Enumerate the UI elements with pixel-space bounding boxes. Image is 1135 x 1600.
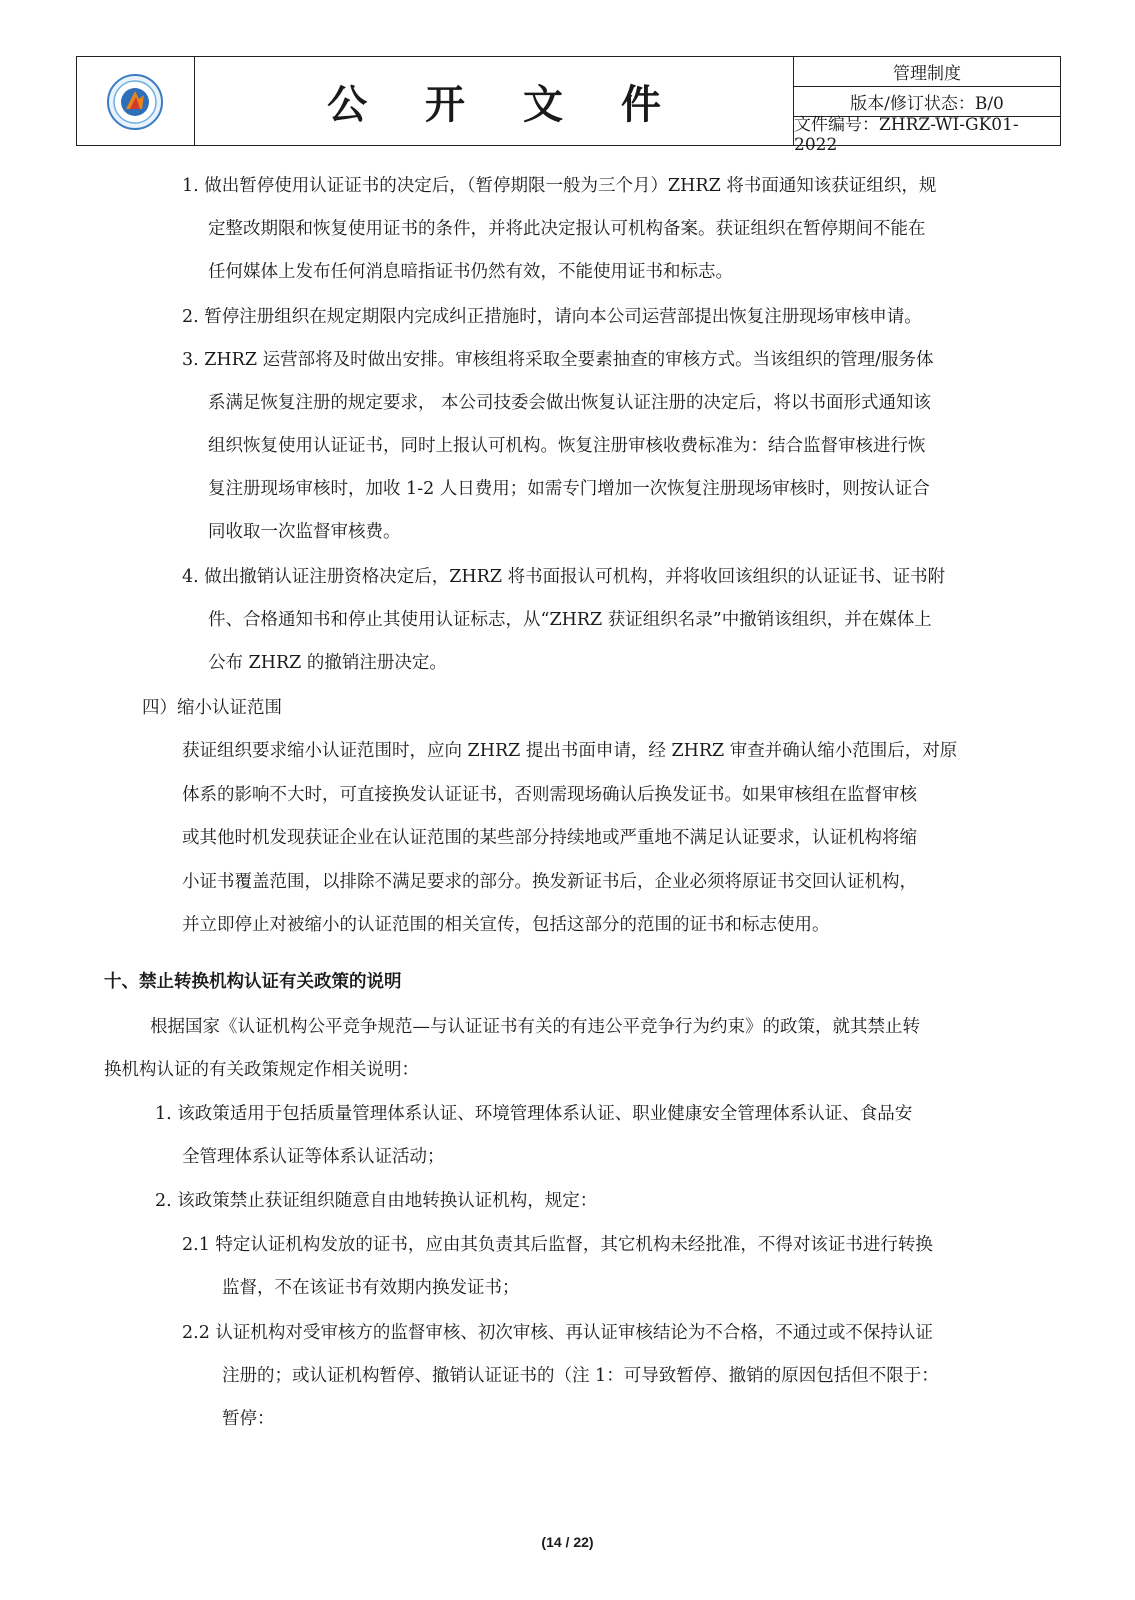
page-number: (14 / 22) bbox=[541, 1534, 594, 1550]
document-header bbox=[76, 56, 1061, 155]
body-line: 暂停： bbox=[222, 1409, 275, 1429]
body-line: 2.2 认证机构对受审核方的监督审核、初次审核、再认证审核结论为不合格，不通过或不保持认证 bbox=[182, 1323, 933, 1343]
logo-cell bbox=[77, 57, 195, 145]
body-line: 监督，不在该证书有效期内换发证书； bbox=[222, 1278, 520, 1298]
body-line: 注册的；或认证机构暂停、撤销认证证书的（注 1：可导致暂停、撤销的原因包括但不限于： bbox=[222, 1366, 939, 1386]
doc-version: 版本/修订状态：B/0 bbox=[794, 87, 1060, 117]
section-heading: 四）缩小认证范围 bbox=[142, 698, 282, 718]
body-line: 1. 做出暂停使用认证证书的决定后，（暂停期限一般为三个月）ZHRZ 将书面通知该获证组织，规 bbox=[182, 176, 937, 196]
title-cell bbox=[195, 57, 794, 145]
body-line: 同收取一次监督审核费。 bbox=[208, 522, 401, 542]
chapter-heading: 十、禁止转换机构认证有关政策的说明 bbox=[104, 972, 402, 992]
document-title: 公 开 文 件 bbox=[327, 81, 683, 128]
body-line: 2. 该政策禁止获证组织随意自由地转换认证机构，规定： bbox=[155, 1191, 598, 1211]
body-line: 或其他时机发现获证企业在认证范围的某些部分持续地或严重地不满足认证要求，认证机构将缩 bbox=[182, 828, 917, 848]
doc-category: 管理制度 bbox=[794, 57, 1060, 87]
body-line: 1. 该政策适用于包括质量管理体系认证、环境管理体系认证、职业健康安全管理体系认证、食品安 bbox=[155, 1104, 913, 1124]
body-line: 复注册现场审核时，加收 1-2 人日费用；如需专门增加一次恢复注册现场审核时，则按认证合 bbox=[208, 479, 930, 499]
body-line: 公布 ZHRZ 的撤销注册决定。 bbox=[208, 653, 447, 673]
body-line: 组织恢复使用认证证书，同时上报认可机构。恢复注册审核收费标准为：结合监督审核进行恢 bbox=[208, 436, 926, 456]
body-line: 小证书覆盖范围，以排除不满足要求的部分。换发新证书后，企业必须将原证书交回认证机构， bbox=[182, 872, 917, 892]
body-line: 2.1 特定认证机构发放的证书，应由其负责其后监督，其它机构未经批准，不得对该证书进行转换 bbox=[182, 1235, 933, 1255]
body-line: 并立即停止对被缩小的认证范围的相关宣传，包括这部分的范围的证书和标志使用。 bbox=[182, 915, 830, 935]
body-line: 体系的影响不大时，可直接换发认证证书，否则需现场确认后换发证书。如果审核组在监督审核 bbox=[182, 785, 917, 805]
body-line: 换机构认证的有关政策规定作相关说明： bbox=[104, 1060, 419, 1080]
doc-number: 文件编号：ZHRZ-WI-GK01-2022 bbox=[794, 114, 1019, 155]
body-line: 2. 暂停注册组织在规定期限内完成纠正措施时，请向本公司运营部提出恢复注册现场审核申请。 bbox=[182, 307, 922, 327]
body-line: 系满足恢复注册的规定要求， 本公司技委会做出恢复认证注册的决定后，将以书面形式通知该 bbox=[208, 393, 932, 413]
body-line: 任何媒体上发布任何消息暗指证书仍然有效，不能使用证书和标志。 bbox=[208, 262, 733, 282]
certification-seal-logo bbox=[106, 73, 164, 131]
body-line: 全管理体系认证等体系认证活动； bbox=[182, 1147, 445, 1167]
body-line: 3. ZHRZ 运营部将及时做出安排。审核组将采取全要素抽查的审核方式。当该组织的管理/服务体 bbox=[182, 350, 934, 370]
body-line: 根据国家《认证机构公平竞争规范—与认证证书有关的有违公平竞争行为约束》的政策，就其禁止转 bbox=[150, 1017, 920, 1037]
body-line: 获证组织要求缩小认证范围时，应向 ZHRZ 提出书面申请，经 ZHRZ 审查并确认缩小范围后，对原 bbox=[182, 741, 958, 761]
body-line: 件、合格通知书和停止其使用认证标志，从“ZHRZ 获证组织名录”中撤销该组织，并在媒体上 bbox=[208, 610, 932, 630]
info-cell bbox=[794, 57, 1060, 155]
body-line: 4. 做出撤销认证注册资格决定后，ZHRZ 将书面报认可机构，并将收回该组织的认证证书、证书附 bbox=[182, 567, 946, 587]
body-line: 定整改期限和恢复使用证书的条件，并将此决定报认可机构备案。获证组织在暂停期间不能在 bbox=[208, 219, 926, 239]
